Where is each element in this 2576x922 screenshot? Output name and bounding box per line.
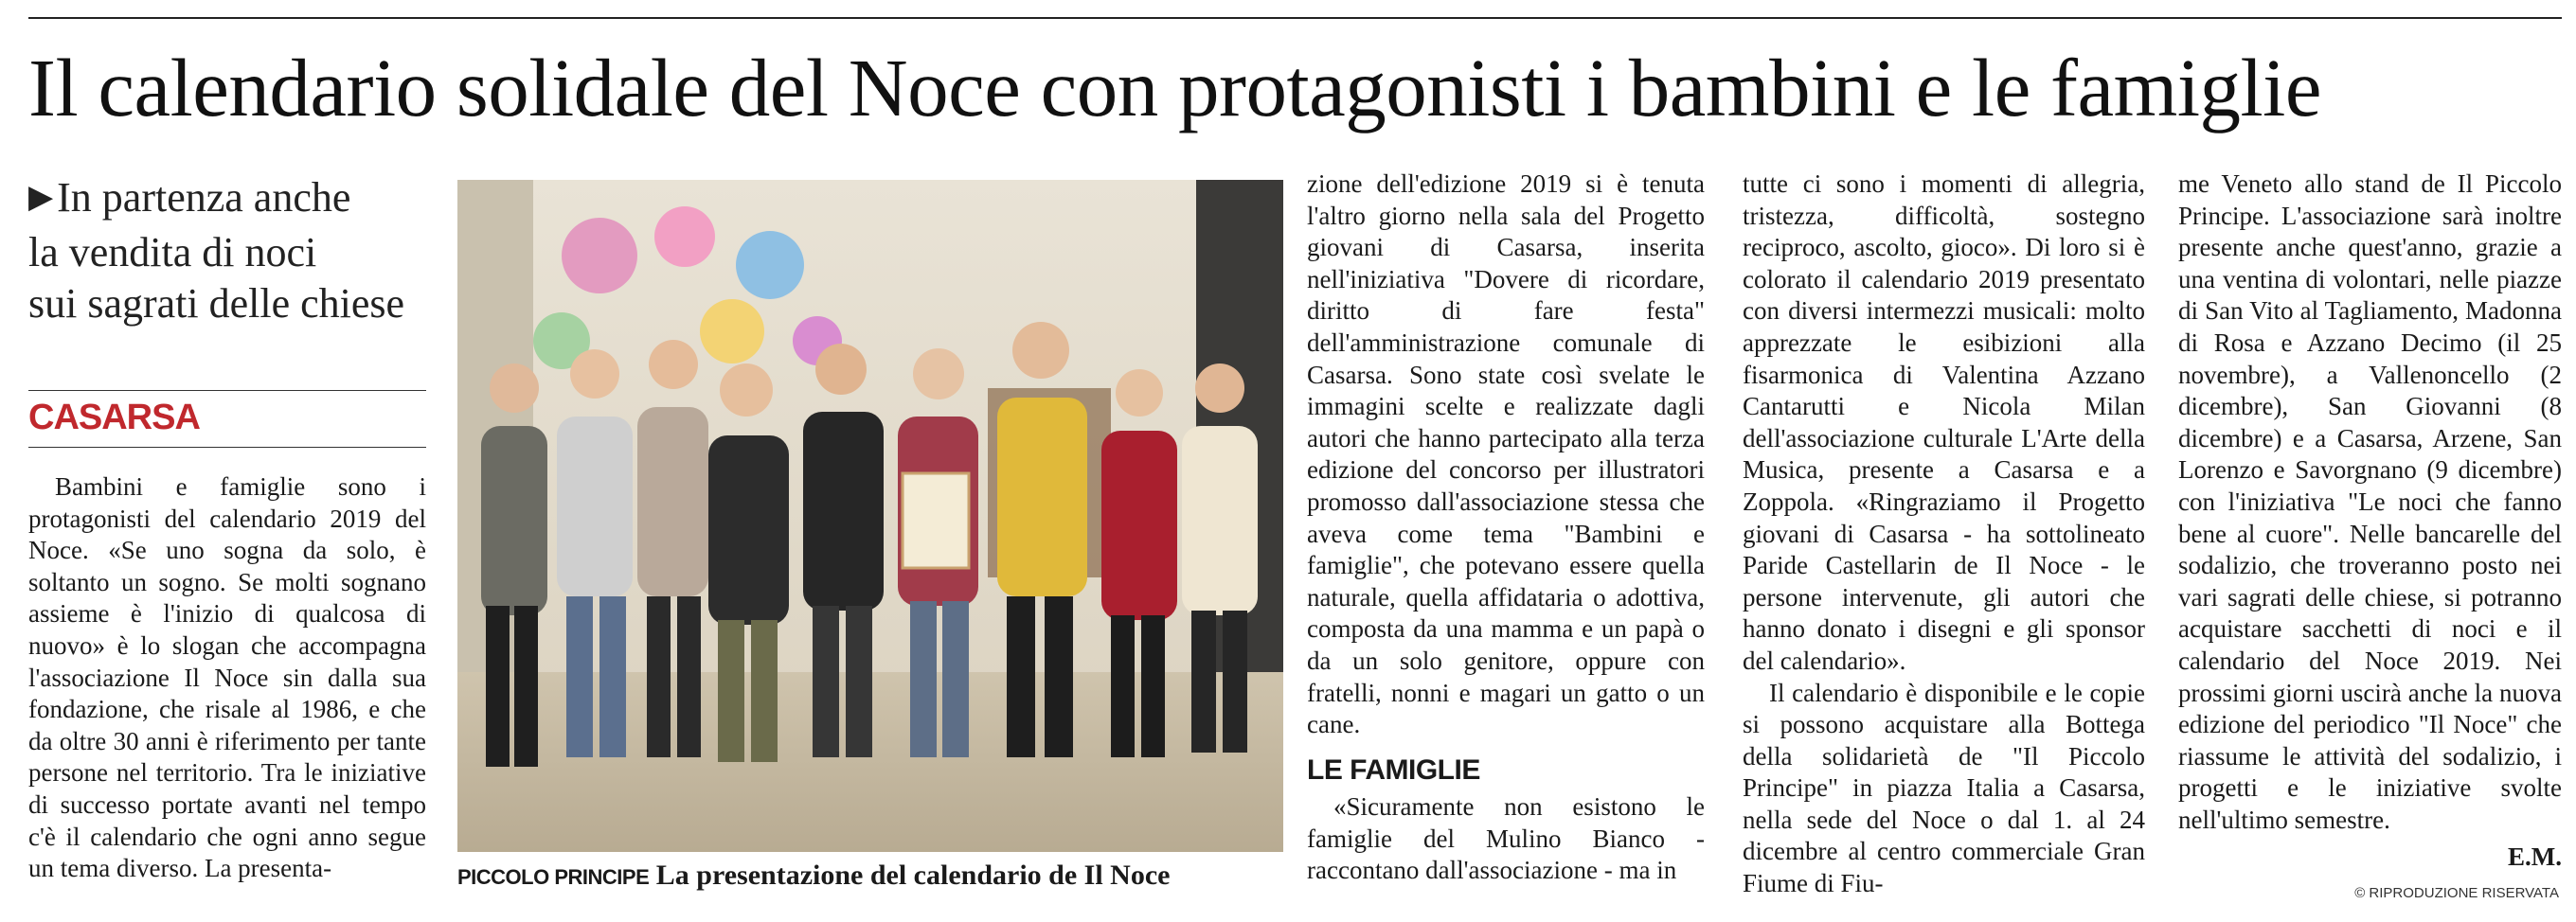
headline: Il calendario solidale del Noce con protagonisti i bambini e le famiglie bbox=[28, 42, 2321, 133]
subhead-line-1: In partenza anche bbox=[57, 174, 351, 221]
article-column-3 bbox=[1743, 168, 2145, 900]
caption-tag: PICCOLO PRINCIPE bbox=[457, 865, 650, 889]
paragraph: «Sicuramente non esistono le famiglie del Mulino Bianco - raccontano dall'associazione - ma in bbox=[1307, 792, 1705, 885]
subhead-line-3: sui sagrati delle chiese bbox=[28, 280, 405, 327]
section-underline bbox=[28, 447, 426, 448]
author-signature: E.M. bbox=[2508, 842, 2562, 872]
triangle-marker-icon: ▶ bbox=[28, 180, 54, 215]
group-photo-illustration bbox=[457, 180, 1283, 852]
paragraph: tutte ci sono i momenti di allegria, tristezza, difficoltà, sostegno reciproco, ascolto, gioco». Di loro si è colorato il calendario 2019 presentato con diversi intermezzi musicali: molto apprezzate le esibizioni alla fisarmonica di Valentina Azzano Cantarutti e Nicola Milan dell'associazione culturale L'Arte della Musica, presente a Casarsa e a Zoppola. «Ringraziamo il Progetto giovani di Casarsa - ha sottolineato Paride Castellarin de Il Noce - le persone intervenute, gli autori che hanno donato i disegni e gli sponsor del calendario». bbox=[1743, 169, 2145, 675]
section-divider bbox=[28, 390, 426, 391]
subhead bbox=[28, 172, 426, 329]
article-photo bbox=[457, 180, 1283, 852]
paragraph: me Veneto allo stand de Il Piccolo Principe. L'associazione sarà inoltre presente anche quest'anno, grazie a una ventina di volontari, nelle piazze di San Vito al Tagliamento, Madonna di Rosa e Azzano Decimo (il 25 novembre), a Vallenoncello (2 dicembre), San Giovanni (8 dicembre) e a Casarsa, Arzene, San Lorenzo e Savorgnano (9 dicembre) con l'iniziativa "Le noci che fanno bene al cuore". Nelle bancarelle del sodalizio, che troveranno posto nei vari sagrati delle chiese, si potranno acquistare sacchetti di noci e il calendario del Noce 2019. Nei prossimi giorni uscirà anche la nuova edizione del periodico "Il Noce" che riassume le attività del sodalizio, i progetti e le iniziative svolte nell'ultimo semestre. bbox=[2178, 169, 2562, 834]
top-rule bbox=[28, 17, 2562, 19]
subsection-heading: LE FAMIGLIE bbox=[1307, 754, 1480, 786]
caption-text: La presentazione del calendario de Il Noce bbox=[655, 860, 1171, 891]
subhead-line-2: la vendita di noci bbox=[28, 229, 317, 275]
photo-caption bbox=[457, 860, 1291, 892]
article-column-1 bbox=[28, 471, 426, 885]
paragraph: Bambini e famiglie sono i protagonisti del calendario 2019 del Noce. «Se uno sogna da solo, è soltanto un sogno. Se molti sognano assieme è l'inizio di qualcosa di nuovo» è lo slogan che accompagna l'associazione Il Noce sin dalla sua fondazione, che risale al 1986, e che da oltre 30 anni è riferimento per tante persone nel territorio. Tra le iniziative di successo portate avanti nel tempo c'è il calendario che ogni anno segue un tema diverso. La presenta- bbox=[28, 472, 426, 883]
section-label: CASARSA bbox=[28, 398, 200, 437]
article-column-4 bbox=[2178, 168, 2562, 874]
copyright-notice: © RIPRODUZIONE RISERVATA bbox=[2354, 885, 2559, 901]
article-column-2 bbox=[1307, 168, 1705, 887]
paragraph: zione dell'edizione 2019 si è tenuta l'altro giorno nella sala del Progetto giovani di Casarsa, inserita nell'iniziativa "Dovere di ricordare, diritto di fare festa" dell'amministrazione comunale di Casarsa. Sono state così svelate le immagini scelte e realizzate dagli autori che hanno partecipato alla terza edizione del concorso per illustratori promosso dall'associazione stessa che aveva come tema "Bambini e famiglie", che potevano essere quella naturale, quella affidataria o adottiva, composta da una mamma e un papà o da un solo genitore, oppure con fratelli, nonni e magari un gatto o un cane. bbox=[1307, 169, 1705, 739]
paragraph: Il calendario è disponibile e le copie si possono acquistare alla Bottega della solidarietà de "Il Piccolo Principe" in piazza Italia a Casarsa, nella sede del Noce o dal 1. al 24 dicembre al centro commerciale Gran Fiume di Fiu- bbox=[1743, 678, 2145, 898]
